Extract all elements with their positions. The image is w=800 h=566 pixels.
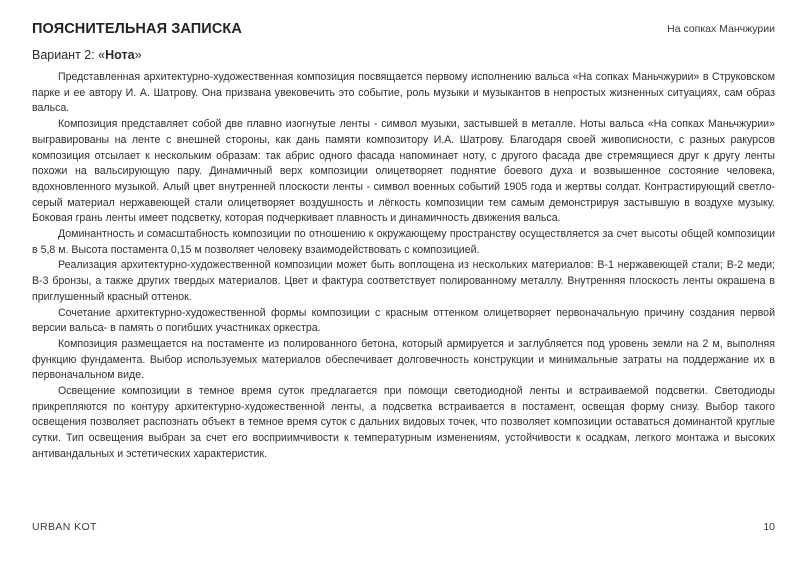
page-title: ПОЯСНИТЕЛЬНАЯ ЗАПИСКА [32, 21, 242, 37]
page-footer [32, 521, 775, 533]
paragraph: Представленная архитектурно-художественная композиция посвящается первому исполнению вальса «На сопках Маньчжурии» в Струковском парке и ее автору И. А. Шатрову. Она призвана увековечить это событие, роль музыки и музыкантов в непростых жизненных ситуациях, сам образ вальса. [32, 71, 775, 115]
paragraph: Освещение композиции в темное время суток предлагается при помощи светодиодной ленты и встраиваемой подсветки. Светодиоды прикрепляются по контуру архитектурно-художественной ленты, а подсветка встраивается в постамент, освещая форму снизу. Выбор такого освещения позволяет распознать объект в темное время суток с дальних видовых точек, что позволяет композиции оставаться доминантой круглые сутки. Тип освещения выбран за счет его восприимчивости к температурным изменениям, устойчивости к осадкам, легкого монтажа и высоких антивандальных и эстетических характеристик. [32, 385, 775, 460]
variant-prefix: Вариант 2: « [32, 48, 106, 62]
variant-name: Нота [105, 48, 135, 62]
paragraph: Реализация архитектурно-художественной композиции может быть воплощена из нескольких материалов: В-1 нержавеющей стали; В-2 меди; В-3 бронзы, а также других твердых материалов. Цвет и фактура соответствует полированному металлу. Внутренняя плоскость ленты окрашена в приглушенный красный оттенок. [32, 259, 775, 303]
variant-suffix: » [134, 48, 142, 62]
running-head: На сопках Манчжурии [667, 23, 775, 35]
page-header [32, 22, 775, 38]
footer-brand: URBAN KOT [32, 521, 97, 533]
variant-subtitle [32, 48, 142, 63]
paragraph: Сочетание архитектурно-художественной формы композиции с красным оттенком олицетворяет первоначальную причину создания первой версии вальса- в память о погибших участниках оркестра. [32, 306, 775, 335]
footer-page-number: 10 [763, 521, 775, 533]
paragraph: Композиция представляет собой две плавно изогнутые ленты - символ музыки, застывшей в металле. Ноты вальса «На сопках Маньчжурии» выгравированы на ленте с внешней стороны, как дань памяти композитору И.А. Шатрову. Благодаря своей живописности, с разных ракурсов композиция отсылает к нескольким образам: так абрис одного фасада напоминает ноту, с другого фасада две стремящиеся друг к другу ленты похожи на вальсирующую пару. Динамичный верх композиции олицетворяет поднятие боевого духа и возвышенное состояние человека, вдохновленного музыкой. Алый цвет внутренней плоскости ленты - символ военных событий 1905 года и жертвы солдат. Контрастирующий светло-серый материал нержавеющей стали олицетворяет воздушность и лёгкость композиции тем самым демонстрируя застывшую в воздухе музыку. Боковая грань ленты имеет подсветку, которая подчеркивает плавность и динамичность движения вальса. [32, 118, 775, 225]
body-text [32, 70, 775, 463]
paragraph: Доминантность и сомасштабность композиции по отношению к окружающему пространству осуществляется за счет высоты общей композиции в 5,8 м. Высота постамента 0,15 м позволяет человеку взаимодействовать с композицией. [32, 228, 775, 256]
paragraph: Композиция размещается на постаменте из полированного бетона, который армируется и заглубляется под уровень земли на 2 м, выполняя функцию фундамента. Выбор используемых материалов обеспечивает долговечность конструкции и минимальные затраты на поддержание их в первоначальном виде. [32, 337, 775, 382]
